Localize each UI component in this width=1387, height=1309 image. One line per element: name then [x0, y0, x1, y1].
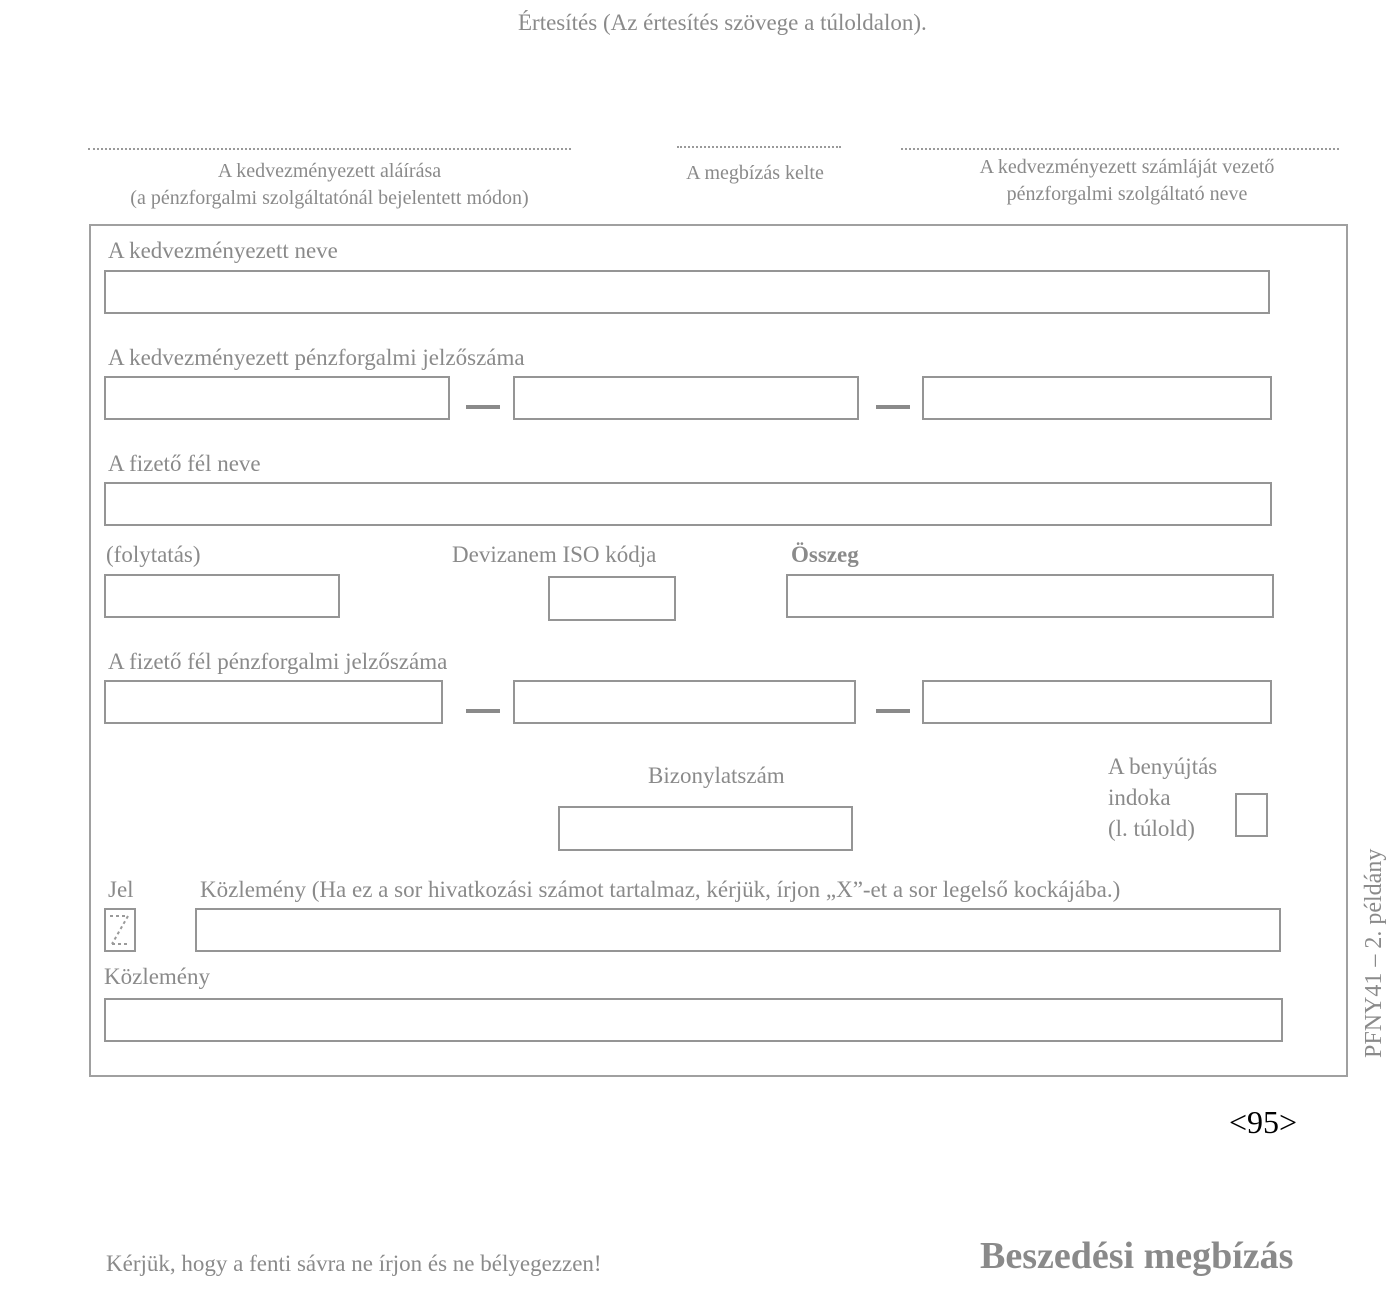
account-separator: [466, 405, 500, 409]
provider-caption-line2: pénzforgalmi szolgáltató neve: [1006, 183, 1248, 205]
payer-name-label: A fizető fél neve: [108, 451, 261, 476]
document-number-field[interactable]: [558, 806, 853, 851]
submission-reason-label: [1108, 751, 1217, 844]
beneficiary-account-field-3[interactable]: [922, 376, 1272, 420]
document-number-label: Bizonylatszám: [648, 763, 785, 788]
form-code: <95>: [1229, 1104, 1298, 1140]
remittance-ref-field[interactable]: [195, 908, 1281, 952]
remittance-ref-label: Közlemény (Ha ez a sor hivatkozási számot tartalmaz, kérjük, írjon „X”-et a sor legelső kockájába.): [200, 877, 1121, 902]
continuation-label: (folytatás): [106, 542, 201, 567]
submission-reason-line1: A benyújtás: [1108, 754, 1218, 779]
submission-reason-line2: indoka: [1108, 785, 1171, 810]
amount-field[interactable]: [786, 574, 1274, 618]
notice-heading: Értesítés (Az értesítés szövege a túloldalon).: [518, 10, 927, 35]
signature-line: [88, 148, 571, 150]
payer-account-field-1[interactable]: [104, 680, 443, 724]
beneficiary-account-field-2[interactable]: [513, 376, 859, 420]
payer-account-field-2[interactable]: [513, 680, 856, 724]
account-separator: [876, 709, 910, 713]
payer-account-field-3[interactable]: [922, 680, 1272, 724]
beneficiary-name-label: A kedvezményezett neve: [108, 238, 338, 263]
provider-line: [901, 148, 1339, 150]
form-title: Beszedési megbízás: [980, 1235, 1294, 1277]
signature-caption-line2: (a pénzforgalmi szolgáltatónál bejelentett módon): [130, 187, 529, 209]
order-date-caption: A megbízás kelte: [686, 162, 824, 184]
remittance-label: Közlemény: [104, 964, 211, 989]
submission-reason-checkbox[interactable]: [1235, 793, 1268, 837]
continuation-field[interactable]: [104, 574, 340, 618]
signature-caption-line1: A kedvezményezett aláírása: [217, 160, 442, 182]
provider-caption: [901, 154, 1353, 208]
beneficiary-account-label: A kedvezményezett pénzforgalmi jelzőszáma: [108, 345, 525, 370]
payer-name-field[interactable]: [104, 482, 1272, 526]
beneficiary-name-field[interactable]: [104, 270, 1270, 314]
signature-caption: [88, 158, 571, 212]
footer-note: Kérjük, hogy a fenti sávra ne írjon és ne bélyegezzen!: [106, 1251, 602, 1276]
mark-checkbox[interactable]: [104, 908, 136, 952]
date-line: [677, 146, 841, 148]
copy-label: PFNY41 – 2. példány: [1361, 848, 1387, 1058]
mark-placeholder-icon: [106, 910, 134, 950]
currency-label: Devizanem ISO kódja: [452, 542, 657, 567]
currency-field[interactable]: [548, 576, 676, 621]
mark-label: Jel: [108, 877, 134, 902]
remittance-field[interactable]: [104, 998, 1283, 1042]
payer-account-label: A fizető fél pénzforgalmi jelzőszáma: [108, 649, 448, 674]
account-separator: [876, 405, 910, 409]
account-separator: [466, 709, 500, 713]
provider-caption-line1: A kedvezményezett számláját vezető: [979, 156, 1275, 178]
beneficiary-account-field-1[interactable]: [104, 376, 450, 420]
amount-label: Összeg: [791, 542, 859, 567]
submission-reason-line3: (l. túlold): [1108, 816, 1195, 841]
